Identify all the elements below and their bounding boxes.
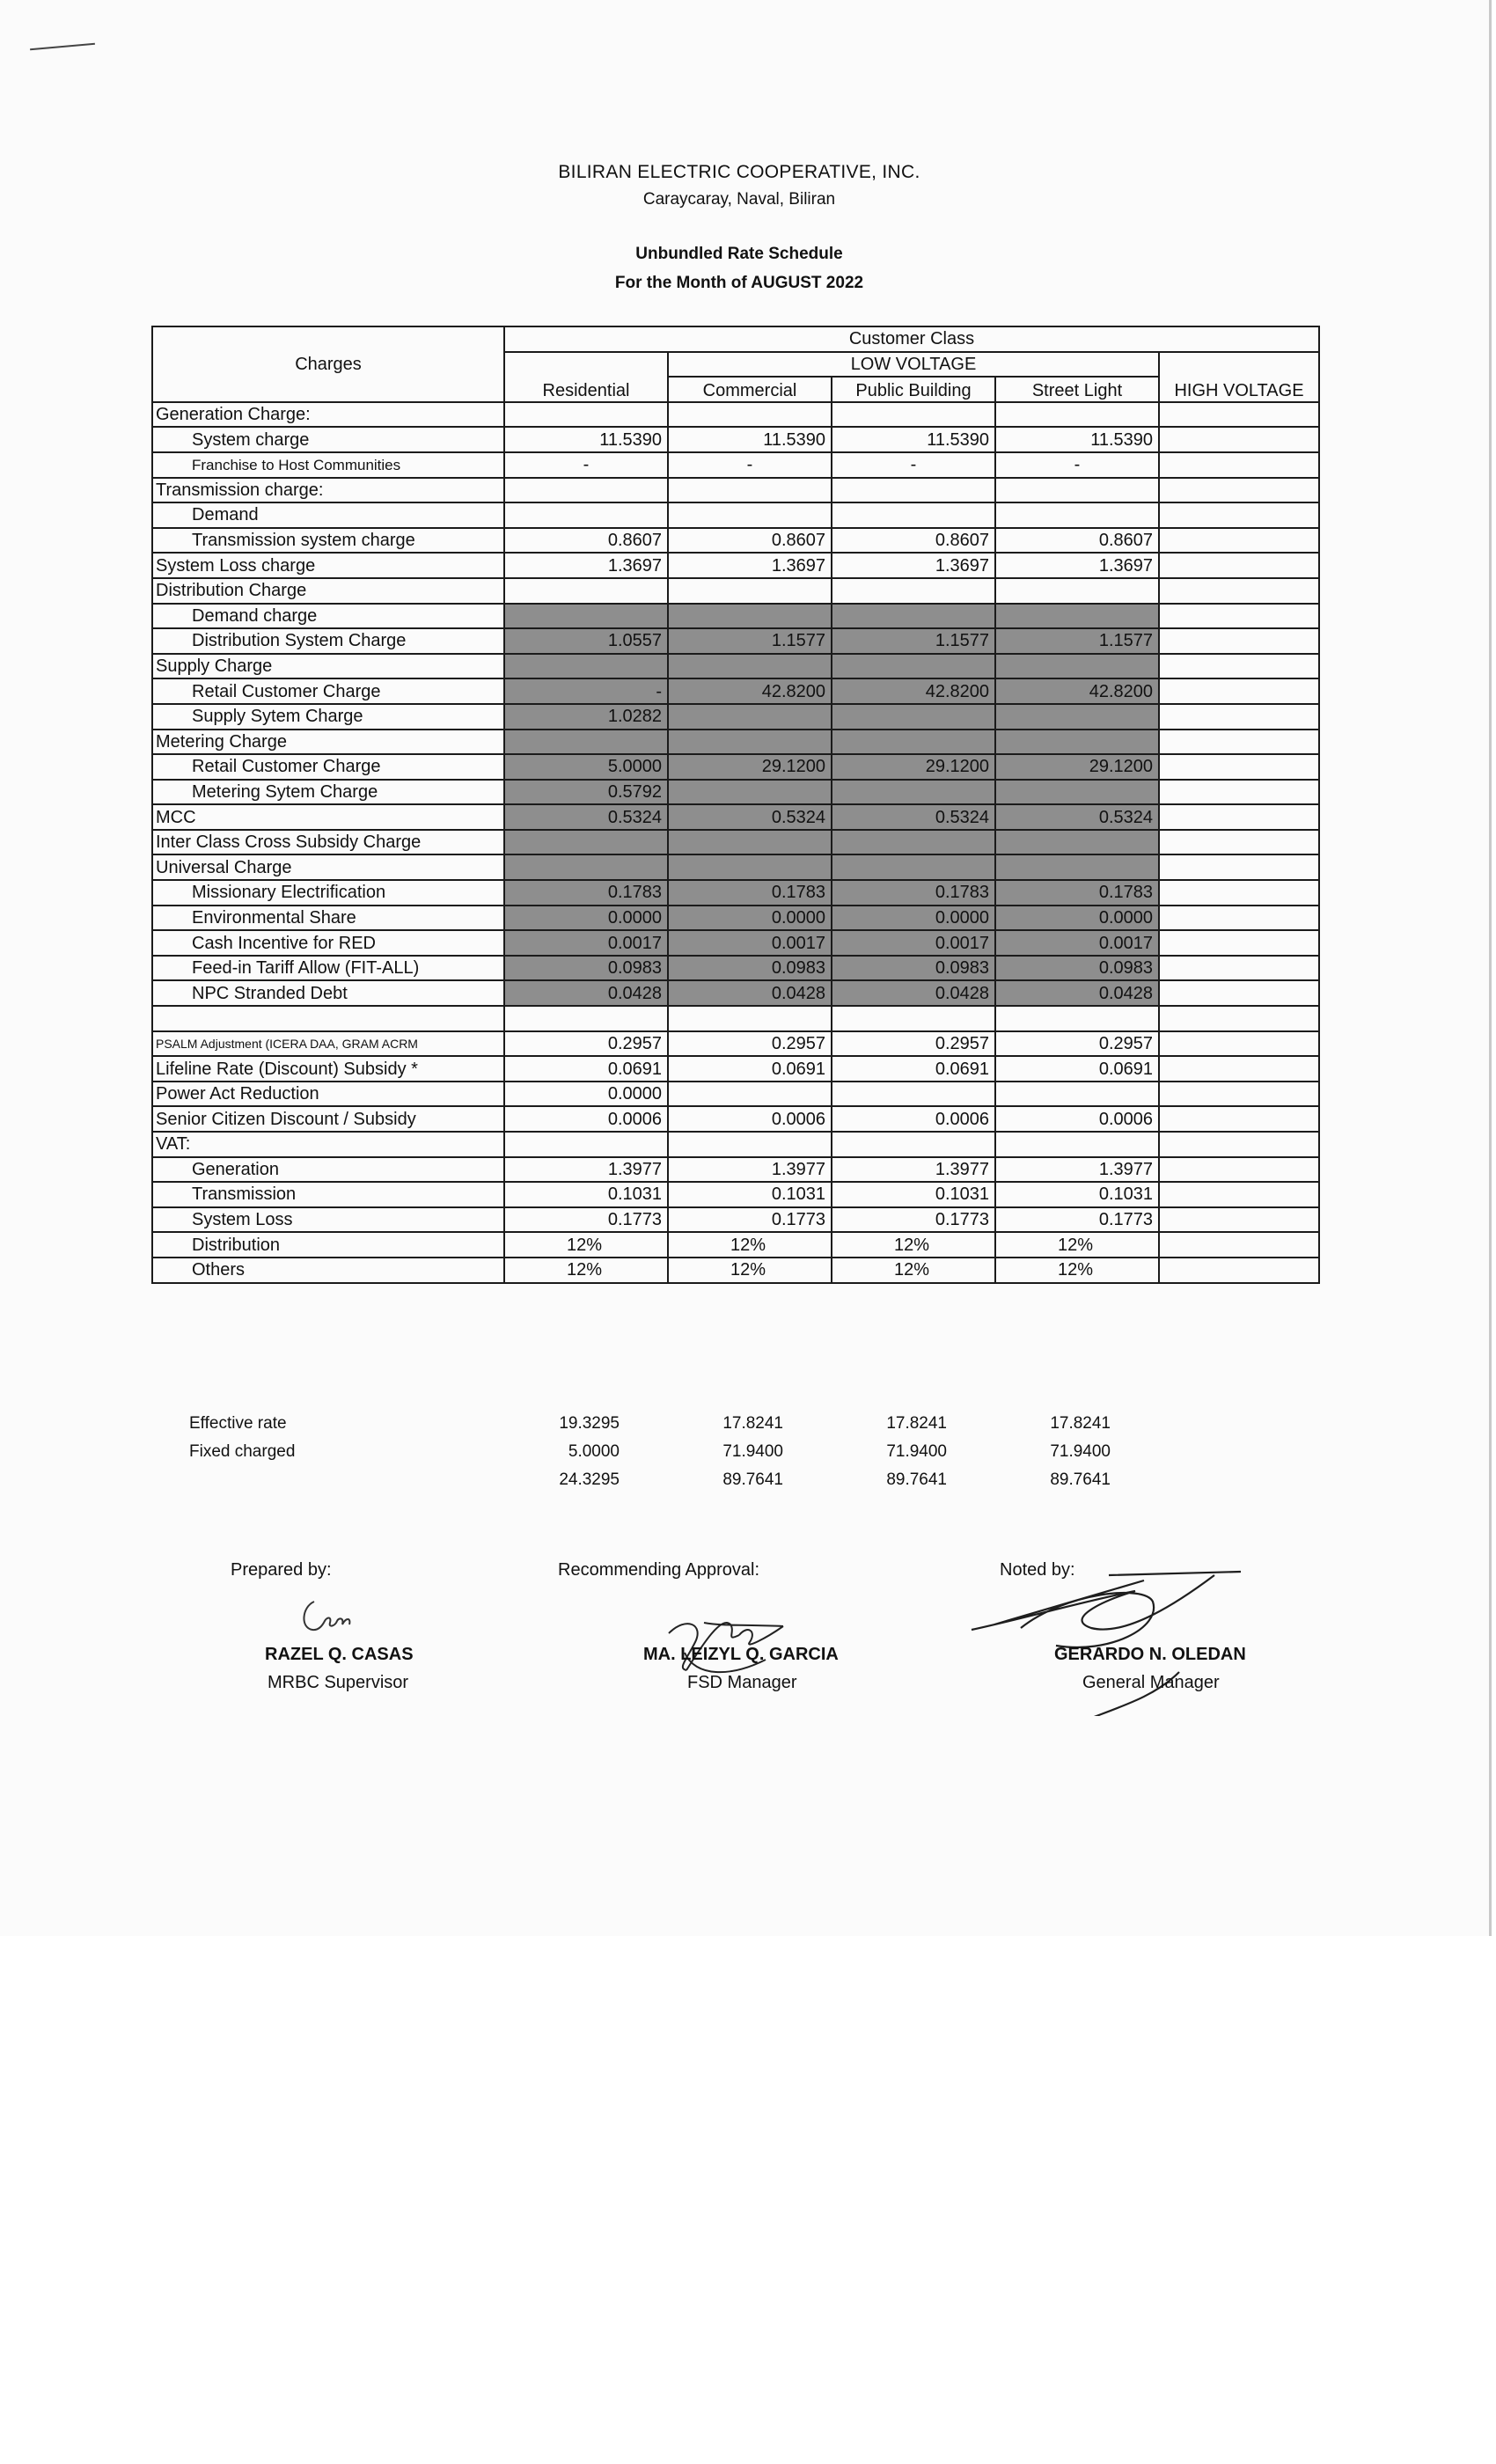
low-voltage-header: LOW VOLTAGE xyxy=(668,352,1159,378)
table-row xyxy=(152,452,1319,478)
cell-commercial: 1.1577 xyxy=(668,628,832,654)
table-row xyxy=(152,930,1319,956)
cell-residential: 0.5792 xyxy=(504,780,668,805)
cell-commercial xyxy=(668,1006,832,1031)
table-row xyxy=(152,730,1319,755)
cell-commercial: 0.0000 xyxy=(668,906,832,931)
cell-commercial xyxy=(668,578,832,604)
cell-commercial xyxy=(668,654,832,679)
col-header-commercial: Commercial xyxy=(668,377,832,402)
cell-residential: 0.0000 xyxy=(504,906,668,931)
table-row xyxy=(152,906,1319,931)
cell-high-voltage xyxy=(1159,528,1319,554)
recommending-approval-label: Recommending Approval: xyxy=(558,1560,760,1580)
document-period: For the Month of AUGUST 2022 xyxy=(614,274,864,292)
cell-residential xyxy=(504,402,668,428)
totals-residential: 19.3295 xyxy=(559,1414,620,1433)
cell-high-voltage xyxy=(1159,780,1319,805)
row-label: Power Act Reduction xyxy=(152,1082,504,1107)
cell-public-building xyxy=(832,578,995,604)
table-row xyxy=(152,780,1319,805)
table-row xyxy=(152,1157,1319,1183)
cell-commercial: 0.0428 xyxy=(668,980,832,1006)
table-row xyxy=(152,804,1319,830)
table-row xyxy=(152,956,1319,981)
cell-residential: 12% xyxy=(504,1258,668,1283)
table-row xyxy=(152,1006,1319,1031)
table-row xyxy=(152,754,1319,780)
cell-high-voltage xyxy=(1159,830,1319,855)
cell-commercial: 0.0983 xyxy=(668,956,832,981)
row-label: Universal Charge xyxy=(152,854,504,880)
cell-street-light: 0.0006 xyxy=(995,1106,1159,1132)
row-label: System Loss charge xyxy=(152,553,504,578)
totals-residential: 5.0000 xyxy=(568,1442,620,1461)
cell-high-voltage xyxy=(1159,604,1319,629)
cell-high-voltage xyxy=(1159,956,1319,981)
table-row xyxy=(152,628,1319,654)
cell-street-light: 1.1577 xyxy=(995,628,1159,654)
cell-residential: 11.5390 xyxy=(504,427,668,452)
cell-residential: 12% xyxy=(504,1232,668,1258)
totals-street-light: 71.9400 xyxy=(1050,1442,1111,1461)
cell-commercial xyxy=(668,402,832,428)
cell-residential: 1.0282 xyxy=(504,704,668,730)
cell-street-light: 1.3977 xyxy=(995,1157,1159,1183)
recommending-approval-name: MA. LEIZYL Q. GARCIA xyxy=(643,1645,839,1664)
cell-street-light: 0.0983 xyxy=(995,956,1159,981)
cell-street-light: 1.3697 xyxy=(995,553,1159,578)
table-row xyxy=(152,1258,1319,1283)
row-label: Lifeline Rate (Discount) Subsidy * xyxy=(152,1056,504,1082)
cell-street-light: 0.2957 xyxy=(995,1031,1159,1057)
cell-commercial xyxy=(668,478,832,503)
cell-street-light: 0.0428 xyxy=(995,980,1159,1006)
cell-public-building xyxy=(832,478,995,503)
totals-row xyxy=(151,1467,1318,1495)
cell-public-building xyxy=(832,604,995,629)
rate-table xyxy=(151,326,1320,1284)
row-label: Franchise to Host Communities xyxy=(152,452,504,478)
cell-high-voltage xyxy=(1159,880,1319,906)
cell-public-building: 1.1577 xyxy=(832,628,995,654)
cell-high-voltage xyxy=(1159,1232,1319,1258)
table-row xyxy=(152,678,1319,704)
cell-residential: 0.0983 xyxy=(504,956,668,981)
row-label: Supply Charge xyxy=(152,654,504,679)
table-row xyxy=(152,553,1319,578)
cell-high-voltage xyxy=(1159,804,1319,830)
row-label: Generation xyxy=(152,1157,504,1183)
cell-commercial: 0.0017 xyxy=(668,930,832,956)
table-row xyxy=(152,654,1319,679)
cell-commercial xyxy=(668,704,832,730)
cell-public-building: 1.3697 xyxy=(832,553,995,578)
cell-street-light xyxy=(995,502,1159,528)
cell-commercial: 0.0006 xyxy=(668,1106,832,1132)
cell-residential: 5.0000 xyxy=(504,754,668,780)
cell-street-light: 42.8200 xyxy=(995,678,1159,704)
cell-street-light xyxy=(995,830,1159,855)
cell-public-building xyxy=(832,830,995,855)
cell-public-building: 0.1773 xyxy=(832,1207,995,1233)
cell-high-voltage xyxy=(1159,854,1319,880)
table-row xyxy=(152,980,1319,1006)
cell-street-light xyxy=(995,402,1159,428)
row-label: Senior Citizen Discount / Subsidy xyxy=(152,1106,504,1132)
cell-street-light: 0.8607 xyxy=(995,528,1159,554)
cell-high-voltage xyxy=(1159,730,1319,755)
cell-public-building: 29.1200 xyxy=(832,754,995,780)
row-label: Transmission system charge xyxy=(152,528,504,554)
recommending-approval-title: FSD Manager xyxy=(687,1673,797,1692)
table-row xyxy=(152,1031,1319,1057)
cell-street-light xyxy=(995,854,1159,880)
table-row xyxy=(152,478,1319,503)
totals-public-building: 71.9400 xyxy=(886,1442,947,1461)
prepared-by-name: RAZEL Q. CASAS xyxy=(265,1645,414,1664)
cell-high-voltage xyxy=(1159,1031,1319,1057)
cell-street-light: 11.5390 xyxy=(995,427,1159,452)
totals-label: Fixed charged xyxy=(189,1442,296,1461)
cell-commercial xyxy=(668,604,832,629)
cell-high-voltage xyxy=(1159,1157,1319,1183)
table-row xyxy=(152,854,1319,880)
cell-residential: 0.1783 xyxy=(504,880,668,906)
cell-high-voltage xyxy=(1159,578,1319,604)
totals-commercial: 89.7641 xyxy=(722,1470,783,1489)
cell-residential xyxy=(504,830,668,855)
cell-street-light: 0.0000 xyxy=(995,906,1159,931)
cell-high-voltage xyxy=(1159,980,1319,1006)
cell-residential: 0.5324 xyxy=(504,804,668,830)
cell-commercial xyxy=(668,1132,832,1157)
cell-public-building xyxy=(832,1132,995,1157)
table-row xyxy=(152,880,1319,906)
row-label: System charge xyxy=(152,427,504,452)
cell-residential: 0.0691 xyxy=(504,1056,668,1082)
row-label: Feed-in Tariff Allow (FIT-ALL) xyxy=(152,956,504,981)
cell-street-light xyxy=(995,604,1159,629)
scan-mark xyxy=(30,43,95,50)
cell-street-light xyxy=(995,780,1159,805)
cell-residential xyxy=(504,502,668,528)
cell-high-voltage xyxy=(1159,754,1319,780)
cell-high-voltage xyxy=(1159,1082,1319,1107)
cell-residential xyxy=(504,1006,668,1031)
table-row xyxy=(152,830,1319,855)
cell-residential xyxy=(504,478,668,503)
cell-commercial: 12% xyxy=(668,1258,832,1283)
blank-lower-area xyxy=(0,1936,1496,2464)
page-edge xyxy=(1489,0,1492,1936)
row-label: Distribution System Charge xyxy=(152,628,504,654)
cell-high-voltage xyxy=(1159,1056,1319,1082)
table-row xyxy=(152,502,1319,528)
cell-public-building: 0.0006 xyxy=(832,1106,995,1132)
cell-commercial: 42.8200 xyxy=(668,678,832,704)
cell-commercial: 12% xyxy=(668,1232,832,1258)
table-row xyxy=(152,402,1319,428)
row-label: NPC Stranded Debt xyxy=(152,980,504,1006)
row-label: Transmission charge: xyxy=(152,478,504,503)
row-label: Metering Charge xyxy=(152,730,504,755)
row-label: Demand xyxy=(152,502,504,528)
cell-commercial: 0.2957 xyxy=(668,1031,832,1057)
row-label: Missionary Electrification xyxy=(152,880,504,906)
cell-public-building: 0.0691 xyxy=(832,1056,995,1082)
cell-high-voltage xyxy=(1159,1106,1319,1132)
cell-residential: 0.2957 xyxy=(504,1031,668,1057)
cell-public-building: 12% xyxy=(832,1258,995,1283)
col-header-street-light: Street Light xyxy=(995,377,1159,402)
cell-street-light xyxy=(995,730,1159,755)
cell-residential xyxy=(504,854,668,880)
customer-class-header: Customer Class xyxy=(504,326,1319,352)
charges-header: Charges xyxy=(152,326,504,402)
cell-residential xyxy=(504,654,668,679)
row-label: Transmission xyxy=(152,1182,504,1207)
cell-public-building: 0.2957 xyxy=(832,1031,995,1057)
table-row xyxy=(152,427,1319,452)
cell-public-building: 0.0428 xyxy=(832,980,995,1006)
row-label: Retail Customer Charge xyxy=(152,678,504,704)
cell-street-light: 12% xyxy=(995,1232,1159,1258)
cell-public-building xyxy=(832,654,995,679)
table-row xyxy=(152,578,1319,604)
cell-public-building: 1.3977 xyxy=(832,1157,995,1183)
cell-street-light: 0.5324 xyxy=(995,804,1159,830)
cell-high-voltage xyxy=(1159,1182,1319,1207)
cell-commercial xyxy=(668,854,832,880)
table-row xyxy=(152,1207,1319,1233)
cell-public-building: 0.5324 xyxy=(832,804,995,830)
rate-table-body xyxy=(152,402,1319,1283)
cell-residential: 0.0428 xyxy=(504,980,668,1006)
totals-row xyxy=(151,1439,1318,1467)
row-label: Metering Sytem Charge xyxy=(152,780,504,805)
noted-by-title: General Manager xyxy=(1082,1673,1220,1692)
cell-commercial: 0.1773 xyxy=(668,1207,832,1233)
row-label: Cash Incentive for RED xyxy=(152,930,504,956)
cell-high-voltage xyxy=(1159,1132,1319,1157)
totals-public-building: 17.8241 xyxy=(886,1414,947,1433)
cell-commercial: 0.1031 xyxy=(668,1182,832,1207)
cell-public-building xyxy=(832,1082,995,1107)
cell-street-light: 0.1031 xyxy=(995,1182,1159,1207)
cell-residential xyxy=(504,730,668,755)
totals-public-building: 89.7641 xyxy=(886,1470,947,1489)
cell-public-building: 11.5390 xyxy=(832,427,995,452)
cell-public-building: 0.1783 xyxy=(832,880,995,906)
cell-street-light xyxy=(995,1082,1159,1107)
cell-high-voltage xyxy=(1159,427,1319,452)
cell-residential: 0.8607 xyxy=(504,528,668,554)
row-label: VAT: xyxy=(152,1132,504,1157)
cell-residential: 0.0017 xyxy=(504,930,668,956)
totals-section xyxy=(151,1411,1318,1495)
row-label: Distribution Charge xyxy=(152,578,504,604)
cell-street-light: 12% xyxy=(995,1258,1159,1283)
table-row xyxy=(152,704,1319,730)
cell-residential: - xyxy=(504,452,668,478)
cell-public-building xyxy=(832,780,995,805)
row-label: Retail Customer Charge xyxy=(152,754,504,780)
col-header-residential: Residential xyxy=(504,352,668,402)
cell-residential: 0.0000 xyxy=(504,1082,668,1107)
cell-residential: 1.3977 xyxy=(504,1157,668,1183)
table-row xyxy=(152,1182,1319,1207)
cell-commercial: 1.3977 xyxy=(668,1157,832,1183)
table-row xyxy=(152,1106,1319,1132)
cell-public-building: 12% xyxy=(832,1232,995,1258)
row-label: Distribution xyxy=(152,1232,504,1258)
cell-public-building: 0.0983 xyxy=(832,956,995,981)
cell-public-building xyxy=(832,502,995,528)
row-label: Supply Sytem Charge xyxy=(152,704,504,730)
signature-casas xyxy=(295,1595,365,1637)
row-label: Environmental Share xyxy=(152,906,504,931)
cell-street-light xyxy=(995,704,1159,730)
document-title: Unbundled Rate Schedule xyxy=(635,245,843,263)
totals-commercial: 71.9400 xyxy=(722,1442,783,1461)
org-name: BILIRAN ELECTRIC COOPERATIVE, INC. xyxy=(558,162,920,182)
totals-residential: 24.3295 xyxy=(559,1470,620,1489)
cell-high-voltage xyxy=(1159,1258,1319,1283)
table-row xyxy=(152,528,1319,554)
cell-public-building xyxy=(832,854,995,880)
cell-high-voltage xyxy=(1159,502,1319,528)
cell-street-light xyxy=(995,578,1159,604)
cell-street-light: 29.1200 xyxy=(995,754,1159,780)
cell-street-light xyxy=(995,654,1159,679)
totals-commercial: 17.8241 xyxy=(722,1414,783,1433)
cell-residential: - xyxy=(504,678,668,704)
row-label: Others xyxy=(152,1258,504,1283)
cell-public-building: 0.0000 xyxy=(832,906,995,931)
signature-oledan xyxy=(968,1566,1258,1716)
cell-residential: 1.3697 xyxy=(504,553,668,578)
cell-high-voltage xyxy=(1159,704,1319,730)
cell-high-voltage xyxy=(1159,906,1319,931)
table-row xyxy=(152,1082,1319,1107)
cell-street-light xyxy=(995,478,1159,503)
row-label: MCC xyxy=(152,804,504,830)
prepared-by-title: MRBC Supervisor xyxy=(268,1673,409,1692)
row-label: Generation Charge: xyxy=(152,402,504,428)
cell-residential xyxy=(504,1132,668,1157)
cell-high-voltage xyxy=(1159,678,1319,704)
totals-label: Effective rate xyxy=(189,1414,287,1433)
cell-commercial: 1.3697 xyxy=(668,553,832,578)
cell-residential: 0.1773 xyxy=(504,1207,668,1233)
cell-commercial: 0.5324 xyxy=(668,804,832,830)
cell-high-voltage xyxy=(1159,930,1319,956)
cell-high-voltage xyxy=(1159,452,1319,478)
cell-street-light: 0.1773 xyxy=(995,1207,1159,1233)
row-label: Demand charge xyxy=(152,604,504,629)
cell-residential: 1.0557 xyxy=(504,628,668,654)
high-voltage-header: HIGH VOLTAGE xyxy=(1159,352,1319,402)
org-address: Caraycaray, Naval, Biliran xyxy=(642,190,836,209)
cell-commercial xyxy=(668,502,832,528)
cell-commercial: 0.1783 xyxy=(668,880,832,906)
cell-street-light: 0.0017 xyxy=(995,930,1159,956)
cell-public-building: 0.8607 xyxy=(832,528,995,554)
prepared-by-label: Prepared by: xyxy=(231,1560,332,1580)
cell-high-voltage xyxy=(1159,402,1319,428)
cell-commercial: - xyxy=(668,452,832,478)
col-header-public-building: Public Building xyxy=(832,377,995,402)
row-label: Inter Class Cross Subsidy Charge xyxy=(152,830,504,855)
row-label: PSALM Adjustment (ICERA DAA, GRAM ACRM xyxy=(152,1031,504,1057)
cell-high-voltage xyxy=(1159,628,1319,654)
cell-street-light: 0.0691 xyxy=(995,1056,1159,1082)
cell-public-building: 0.1031 xyxy=(832,1182,995,1207)
cell-commercial: 11.5390 xyxy=(668,427,832,452)
cell-high-voltage xyxy=(1159,478,1319,503)
cell-public-building xyxy=(832,704,995,730)
cell-street-light xyxy=(995,1006,1159,1031)
table-row xyxy=(152,1056,1319,1082)
totals-row xyxy=(151,1411,1318,1439)
cell-public-building xyxy=(832,402,995,428)
noted-by-name: GERARDO N. OLEDAN xyxy=(1054,1645,1246,1664)
cell-residential: 0.1031 xyxy=(504,1182,668,1207)
cell-street-light xyxy=(995,1132,1159,1157)
cell-public-building xyxy=(832,1006,995,1031)
cell-public-building: - xyxy=(832,452,995,478)
cell-residential: 0.0006 xyxy=(504,1106,668,1132)
cell-high-voltage xyxy=(1159,654,1319,679)
cell-commercial xyxy=(668,780,832,805)
row-label xyxy=(152,1006,504,1031)
totals-street-light: 17.8241 xyxy=(1050,1414,1111,1433)
cell-street-light: 0.1783 xyxy=(995,880,1159,906)
cell-high-voltage xyxy=(1159,553,1319,578)
cell-commercial xyxy=(668,1082,832,1107)
cell-commercial: 0.0691 xyxy=(668,1056,832,1082)
cell-commercial: 29.1200 xyxy=(668,754,832,780)
cell-residential xyxy=(504,604,668,629)
cell-public-building xyxy=(832,730,995,755)
cell-public-building: 0.0017 xyxy=(832,930,995,956)
noted-by-label: Noted by: xyxy=(1000,1560,1075,1580)
table-row xyxy=(152,1132,1319,1157)
cell-residential xyxy=(504,578,668,604)
totals-street-light: 89.7641 xyxy=(1050,1470,1111,1489)
table-row xyxy=(152,1232,1319,1258)
row-label: System Loss xyxy=(152,1207,504,1233)
cell-high-voltage xyxy=(1159,1207,1319,1233)
cell-commercial xyxy=(668,730,832,755)
cell-commercial: 0.8607 xyxy=(668,528,832,554)
cell-commercial xyxy=(668,830,832,855)
cell-street-light: - xyxy=(995,452,1159,478)
table-row xyxy=(152,604,1319,629)
cell-public-building: 42.8200 xyxy=(832,678,995,704)
cell-high-voltage xyxy=(1159,1006,1319,1031)
